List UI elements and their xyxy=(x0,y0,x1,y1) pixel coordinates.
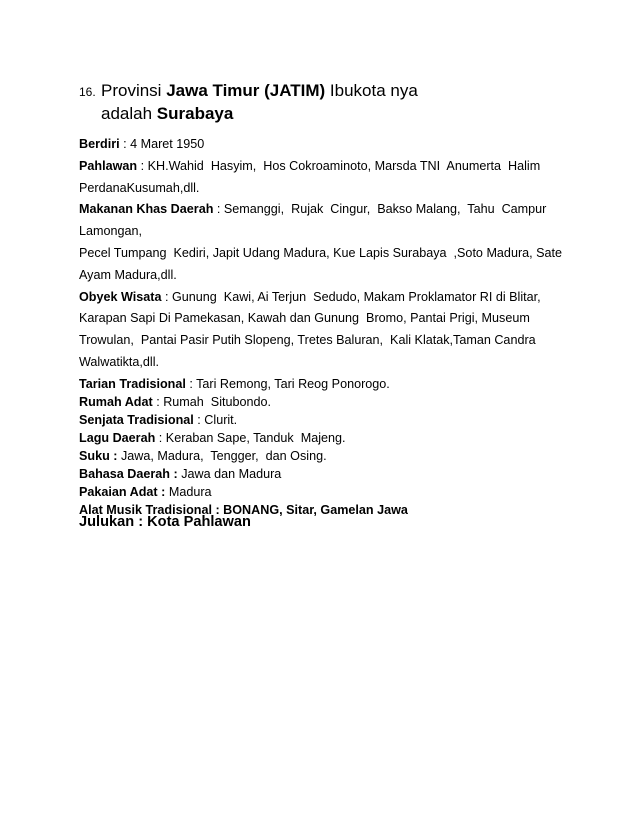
detail-line xyxy=(79,446,549,464)
detail-line xyxy=(79,134,549,156)
detail-text: 4 Maret 1950 xyxy=(130,137,205,151)
detail-line xyxy=(79,287,549,309)
detail-text: Keraban Sape, Tanduk Majeng. xyxy=(165,430,346,445)
heading-prefix: Provinsi xyxy=(101,81,167,100)
detail-label: Suku : xyxy=(79,448,118,463)
detail-text: Semanggi, Rujak Cingur, Bakso Malang, Tahu Campur xyxy=(223,202,547,217)
detail-line xyxy=(79,330,549,352)
detail-line xyxy=(79,199,549,221)
detail-label: Tarian Tradisional xyxy=(79,376,186,391)
detail-text: KH.Wahid Hasyim, Hos Cokroaminoto, Marsda TNI Anumerta Halim xyxy=(147,158,541,173)
detail-text: PerdanaKusumah,dll. xyxy=(79,180,200,195)
detail-label: Lagu Daerah xyxy=(79,430,156,445)
detail-line xyxy=(79,464,549,482)
detail-text: Karapan Sapi Di Pamekasan, Kawah dan Gunung Bromo, Pantai Prigi, Museum xyxy=(79,311,530,326)
detail-label: Pakaian Adat : xyxy=(79,484,166,499)
detail-separator: : xyxy=(185,376,197,391)
detail-text: Rumah Situbondo. xyxy=(163,394,272,409)
detail-text: Gunung Kawi, Ai Terjun Sedudo, Makam Proklamator RI di Blitar, xyxy=(171,289,541,304)
heading-line-1 xyxy=(79,80,599,103)
detail-label: Alat Musik Tradisional : BONANG, Sitar, Gamelan Jawa xyxy=(79,502,408,517)
detail-separator: : xyxy=(213,202,224,217)
detail-line xyxy=(79,265,549,287)
item-number: 16. xyxy=(79,85,96,99)
capital-prefix: adalah xyxy=(101,104,157,123)
detail-separator: : xyxy=(137,158,148,173)
detail-text: Ayam Madura,dll. xyxy=(79,267,177,282)
detail-separator: : xyxy=(119,137,131,151)
province-name: Jawa Timur (JATIM) xyxy=(166,81,326,100)
detail-line xyxy=(79,156,549,178)
detail-text: Walwatikta,dll. xyxy=(79,354,160,369)
detail-label: Berdiri xyxy=(79,137,120,151)
detail-label: Rumah Adat xyxy=(79,394,153,409)
detail-label: Pahlawan xyxy=(79,158,138,173)
detail-line xyxy=(79,482,549,500)
detail-text: Clurit. xyxy=(204,412,238,427)
section-heading xyxy=(79,80,599,125)
detail-line xyxy=(79,243,563,265)
province-details xyxy=(79,134,563,518)
detail-text: Jawa dan Madura xyxy=(181,466,282,481)
detail-separator: : xyxy=(161,289,172,304)
detail-separator: : xyxy=(155,430,166,445)
heading-suffix: Ibukota nya xyxy=(325,81,418,100)
capital-name: Surabaya xyxy=(156,104,234,123)
detail-text: Trowulan, Pantai Pasir Putih Slopeng, Tretes Baluran, Kali Klatak,Taman Candra xyxy=(79,333,536,348)
detail-line xyxy=(79,374,549,392)
detail-text: Pecel Tumpang Kediri, Japit Udang Madura, Kue Lapis Surabaya ,Soto Madura, Sate xyxy=(79,245,563,260)
detail-label: Bahasa Daerah : xyxy=(79,466,178,481)
detail-label: Senjata Tradisional xyxy=(79,412,194,427)
detail-line xyxy=(79,410,549,428)
detail-line xyxy=(79,221,549,243)
detail-line xyxy=(79,392,549,410)
detail-line xyxy=(79,352,549,374)
heading-line-2 xyxy=(79,103,599,125)
detail-text: Lamongan, xyxy=(79,224,143,239)
detail-line xyxy=(79,428,549,446)
detail-label: Obyek Wisata xyxy=(79,289,162,304)
detail-line xyxy=(79,178,549,200)
detail-separator: : xyxy=(193,412,205,427)
detail-text: Madura xyxy=(168,484,212,499)
detail-label: Makanan Khas Daerah xyxy=(79,202,214,217)
detail-text: Jawa, Madura, Tengger, dan Osing. xyxy=(120,448,327,463)
julukan-line: Julukan : Kota Pahlawan xyxy=(79,514,251,530)
detail-text: Tari Remong, Tari Reog Ponorogo. xyxy=(196,376,390,391)
detail-separator: : xyxy=(152,394,164,409)
detail-line xyxy=(79,308,549,330)
